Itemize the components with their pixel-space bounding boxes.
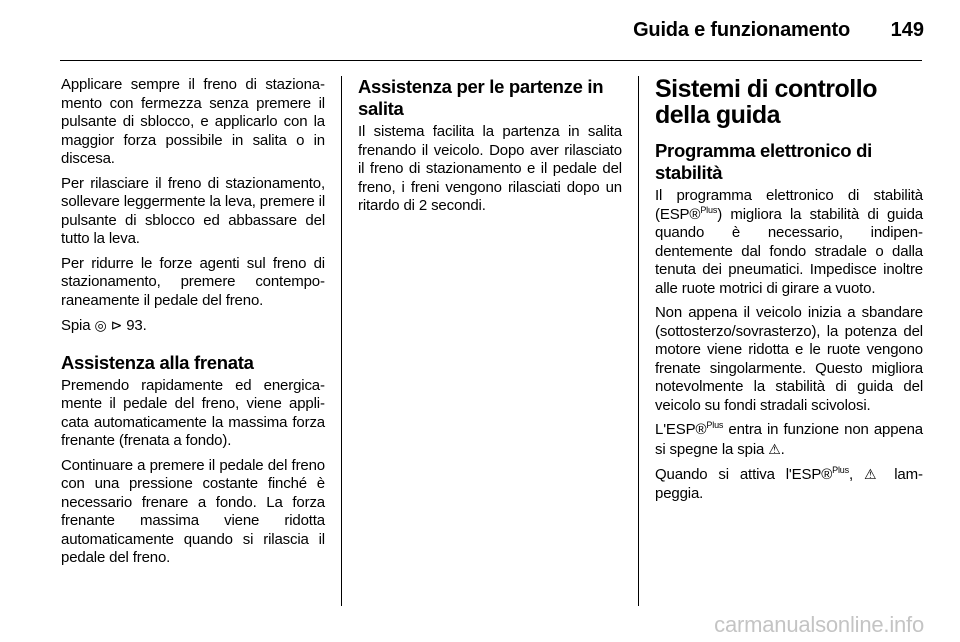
column-divider-right	[638, 76, 639, 606]
column-middle	[358, 76, 622, 222]
esp-warning-icon: ⚠	[768, 440, 781, 457]
esp-activation-text-c: .	[780, 440, 785, 458]
esp-warning-icon: ⚠	[864, 466, 884, 482]
heading-electronic-stability-program: Programma elettronico di stabilità	[655, 140, 872, 183]
esp-plus-superscript: Plus	[832, 465, 850, 475]
esp-plus-superscript: Plus	[706, 420, 724, 430]
paragraph-brake-assist-2: Continuare a premere il pedale del freno con una pressione costante finché è necessario frenare a fondo. La forza frenante massima viene ridotta automaticamente quando si rilascia il pedale del freno.	[61, 456, 325, 566]
paragraph-esp-activation	[655, 421, 923, 459]
warning-light-page-ref[interactable]: 93.	[126, 317, 147, 334]
warning-light-label: Spia	[61, 317, 91, 334]
header-rule	[60, 60, 922, 61]
column-divider-left	[341, 76, 342, 606]
page-header-title: Guida e funzionamento	[633, 19, 850, 41]
paragraph-hill-start-assist: Il sistema facilita la partenza in salita frenando il veicolo. Dopo aver rilasciato il freno di stazionamento e il pedale del freno, i freni vengono rilasciati dopo un ritardo di 2 secondi.	[358, 123, 622, 214]
esp-flash-text-a: Quando si attiva l'ESP®	[655, 466, 833, 483]
paragraph-parking-brake-apply: Applicare sempre il freno di stazionamento con fermezza senza premere il pulsante di sblocco, e applicarlo con la maggior forza possibile in salita o in discesa.	[61, 76, 325, 167]
paragraph-parking-brake-release: Per rilasciare il freno di stazionamento, sollevare leggermente la leva, premere il pulsante di sblocco ed abbassare del tutto la leva.	[61, 174, 325, 247]
heading-driving-control-systems: Sistemi di controllo della guida	[655, 75, 877, 129]
paragraph-esp-skid: Non appena il veicolo inizia a sbandare (sottosterzo/sovrasterzo), la potenza del motore viene ridotta e le ruote vengono frenate singolarmente. Questo migliora notevolmente la stabilità di guida del veicolo su fondi stradali scivolosi.	[655, 304, 923, 414]
paragraph-parking-brake-force: Per ridurre le forze agenti sul freno di stazionamento, premere contemporaneamente il pedale del freno.	[61, 254, 325, 309]
esp-intro-text-b: ) migliora la stabilità di guida quando è necessario, indipendentemente dal fondo stradale o dalla tenuta dei pneumatici. Impedisce inoltre alle ruote motrici di girare a vuoto.	[655, 205, 923, 297]
paragraph-brake-assist-1: Premendo rapidamente ed energicamente il pedale del freno, viene applicata automaticamente la massima forza frenante (frenata a fondo).	[61, 376, 325, 449]
heading-hill-start-assist: Assistenza per le partenze in salita	[358, 76, 604, 119]
watermark-text: carmanualsonline.info	[714, 612, 924, 637]
heading-brake-assist: Assistenza alla frenata	[61, 351, 254, 373]
esp-activation-text-a: L'ESP®	[655, 421, 707, 438]
esp-flash-text-c: lampeggia.	[655, 466, 923, 502]
paragraph-warning-light	[61, 316, 325, 336]
esp-activation-text-b: entra in funzione non appena si spegne la spia	[655, 421, 923, 458]
column-left	[61, 76, 325, 574]
column-right	[655, 76, 923, 509]
page-number: 149	[890, 19, 924, 41]
paragraph-esp-flash	[655, 465, 923, 503]
esp-plus-superscript: Plus	[700, 204, 718, 215]
esp-intro-text-a: Il programma elettronico di stabilità (ESP®	[655, 187, 923, 223]
brake-warning-icon: ◎	[94, 317, 107, 333]
page-reference-arrow-icon: ⊳	[110, 317, 123, 333]
paragraph-esp-intro	[655, 187, 923, 298]
esp-flash-text-b: ,	[849, 466, 854, 483]
